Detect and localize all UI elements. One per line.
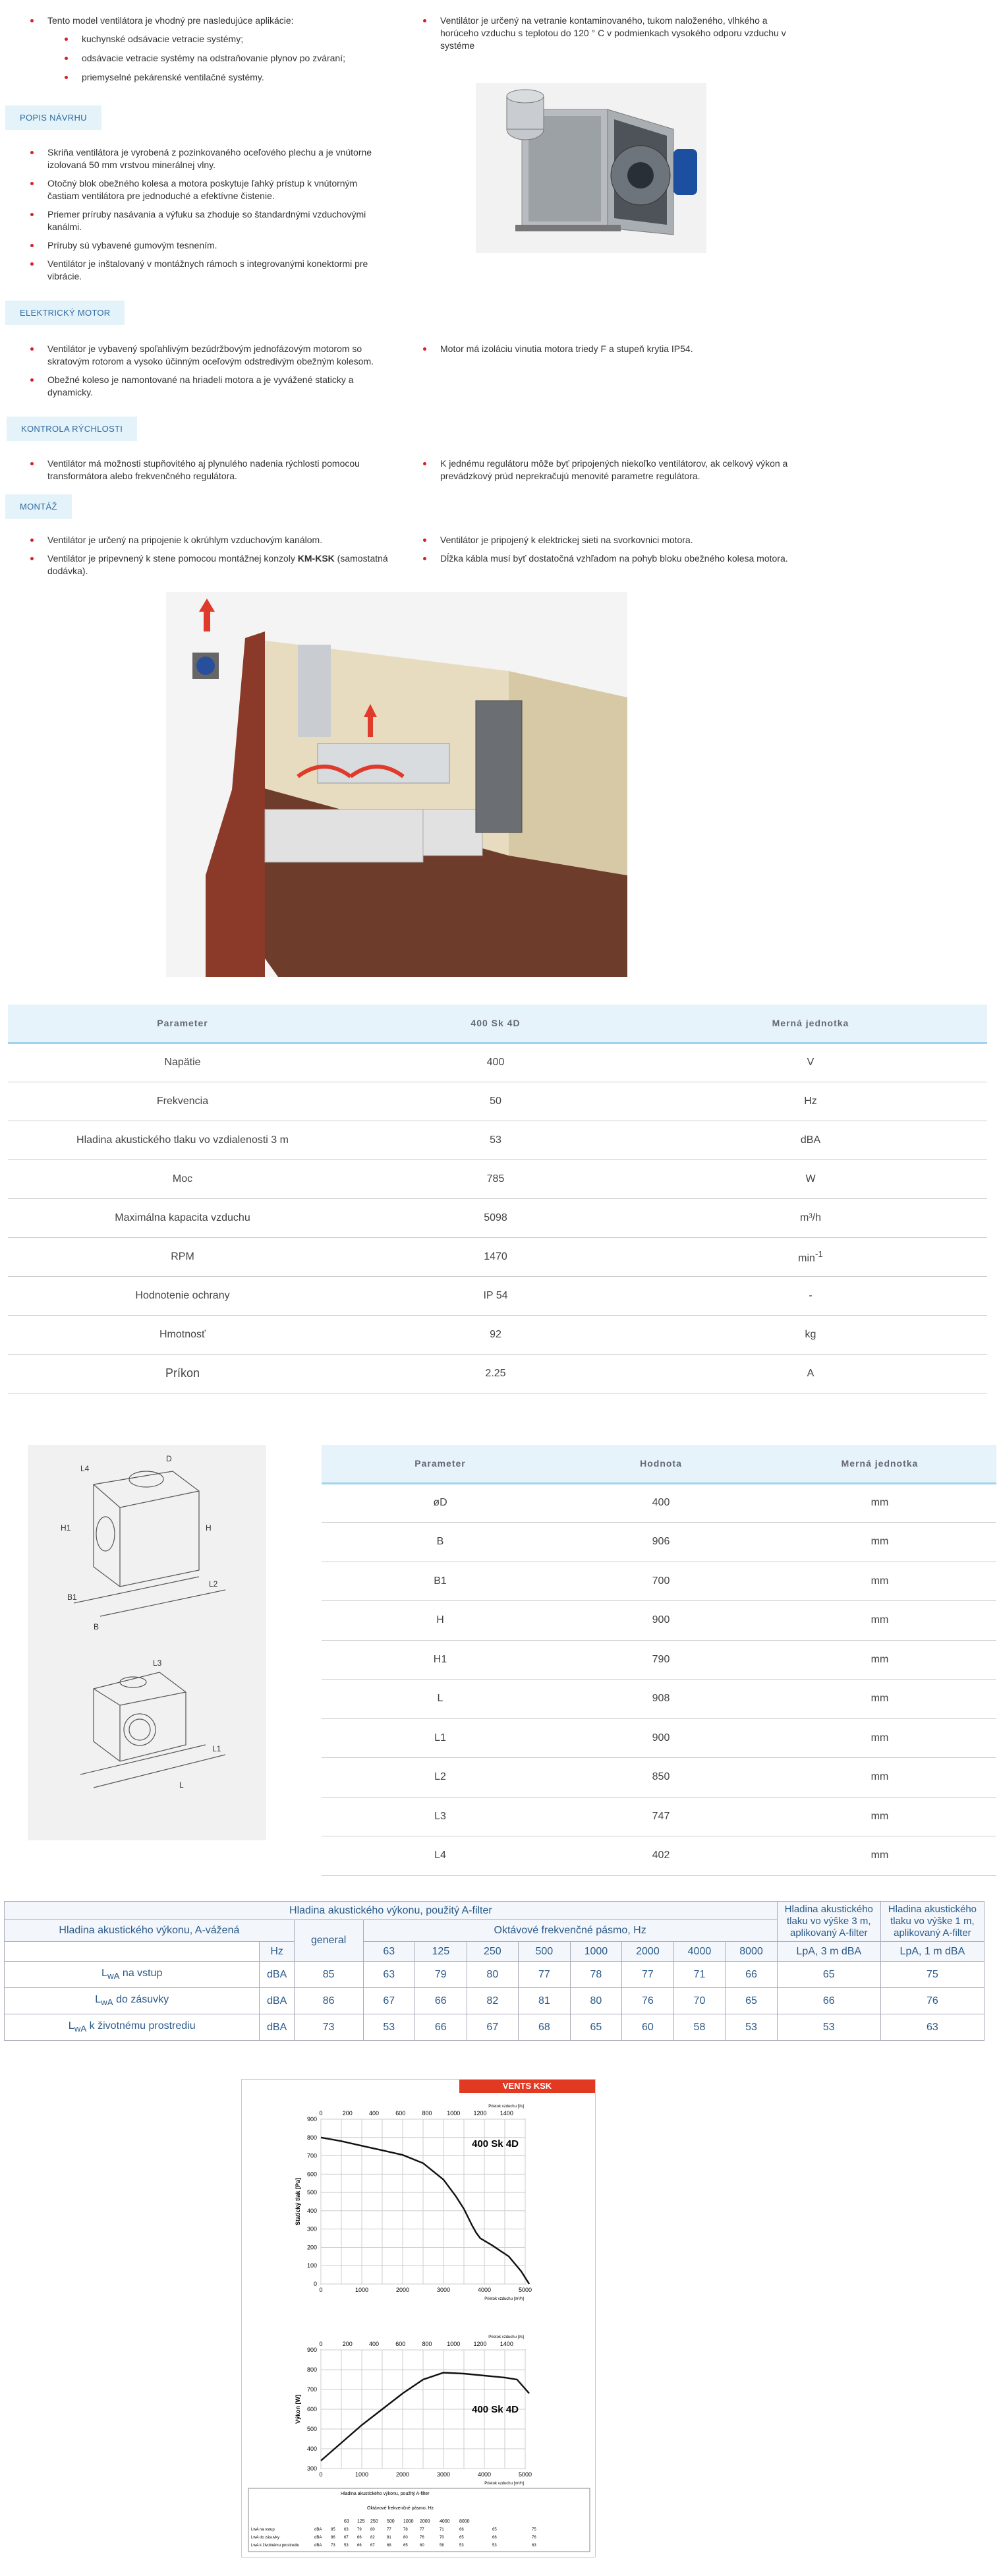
x-tick-label: 0 — [319, 2471, 323, 2478]
top-tick-label: 1400 — [500, 2110, 513, 2117]
mini-general: 73 — [331, 2544, 335, 2548]
dims-param: L4 — [322, 1836, 559, 1876]
design-list-item: Ventilátor je inštalovaný v montážnych rámoch s integrovanými konektormi pre vibrácie. — [30, 258, 386, 283]
mini-row-label: LwA do zásuvky — [251, 2536, 280, 2540]
mini-freq: 125 — [357, 2519, 365, 2524]
dims-value: 402 — [559, 1836, 763, 1876]
intro-col1 — [30, 15, 399, 90]
sound-band-value: 53 — [726, 2014, 778, 2041]
spec-value: 50 — [357, 1082, 634, 1121]
dim-label-l: L — [179, 1780, 184, 1790]
performance-chart-card — [241, 2079, 596, 2558]
sound-row-name: $L_{wA}$ k životnému prostrediu — [5, 2014, 260, 2041]
spec-unit: dBA — [634, 1121, 987, 1159]
y-tick-label: 800 — [306, 2134, 317, 2141]
performance-charts — [242, 2080, 596, 2558]
mini-band-value: 58 — [440, 2544, 444, 2548]
spec-unit: W — [634, 1159, 987, 1198]
sound-band-value: 79 — [415, 1962, 467, 1988]
dims-unit: mm — [763, 1601, 996, 1641]
spec-unit: A — [634, 1354, 987, 1393]
spec-row — [8, 1043, 987, 1082]
dims-value: 790 — [559, 1640, 763, 1680]
spec-row — [8, 1276, 987, 1315]
mini-band-value: 80 — [370, 2528, 375, 2532]
spec-row — [8, 1315, 987, 1354]
sound-general: general — [294, 1920, 363, 1962]
x-tick-label: 4000 — [477, 2287, 492, 2293]
sound-band-value: 78 — [570, 1962, 622, 1988]
spec-unit: V — [634, 1043, 987, 1082]
y-tick-label: 500 — [306, 2189, 317, 2196]
mini-lpa1: 76 — [532, 2536, 536, 2540]
dims-row — [322, 1483, 996, 1523]
sound-lpa-value: 66 — [777, 1988, 880, 2014]
section-motor-title: ELEKTRICKÝ MOTOR — [5, 301, 125, 325]
dims-value: 747 — [559, 1797, 763, 1836]
dims-row — [322, 1601, 996, 1641]
y-tick-label: 900 — [306, 2116, 317, 2122]
sound-general-value: 86 — [294, 1988, 363, 2014]
sound-band-value: 67 — [363, 1988, 415, 2014]
sound-band-value: 76 — [622, 1988, 674, 2014]
sound-freq-header: 250 — [467, 1942, 519, 1962]
top-tick-label: 0 — [319, 2110, 323, 2117]
sound-band-value: 68 — [519, 2014, 571, 2041]
sound-band-value: 71 — [673, 1962, 726, 1988]
x-tick-label: 2000 — [395, 2287, 410, 2293]
dims-header-unit: Merná jednotka — [763, 1445, 996, 1483]
mini-band-value: 77 — [387, 2528, 391, 2532]
dims-param: L3 — [322, 1797, 559, 1836]
top-tick-label: 1000 — [447, 2110, 461, 2117]
dims-row — [322, 1797, 996, 1836]
top-tick-label: 400 — [369, 2110, 380, 2117]
y-tick-label: 600 — [306, 2171, 317, 2178]
sound-band-value: 65 — [726, 1988, 778, 2014]
mini-band-value: 53 — [344, 2544, 349, 2548]
y-axis-label: Výkon [W] — [295, 2395, 301, 2424]
intro-application-item: kuchynské odsávacie vetracie systémy; — [65, 33, 399, 45]
design-list-item: Priemer príruby nasávania a výfuku sa zhoduje so štandardnými vzduchovými kanálmi. — [30, 208, 386, 233]
sound-band-value: 80 — [570, 1988, 622, 2014]
dims-value: 908 — [559, 1680, 763, 1719]
y-tick-label: 900 — [306, 2347, 317, 2353]
mount-list-item: Ventilátor je určený na pripojenie k okrúhlym vzduchovým kanálom. — [30, 534, 399, 546]
mini-row-label: LwA na vstup — [251, 2528, 275, 2532]
fan-product-image — [476, 83, 706, 253]
dims-param: øD — [322, 1483, 559, 1523]
spec-row — [8, 1198, 987, 1237]
sound-band-value: 65 — [570, 2014, 622, 2041]
mount-list-item: Ventilátor je pripojený k elektrickej sieti na svorkovnici motora. — [423, 534, 818, 546]
mini-band-title: Oktávové frekvenčné pásmo, Hz — [367, 2506, 434, 2511]
mini-band-value: 79 — [357, 2528, 362, 2532]
mini-band-value: 67 — [344, 2536, 349, 2540]
top-tick-label: 1200 — [473, 2341, 487, 2347]
dims-unit: mm — [763, 1523, 996, 1562]
top-tick-label: 1200 — [473, 2110, 487, 2117]
mini-unit: dBA — [314, 2544, 322, 2548]
mini-band-value: 66 — [459, 2528, 464, 2532]
sound-band-value: 66 — [726, 1962, 778, 1988]
mini-general: 85 — [331, 2528, 335, 2532]
spec-param: Hladina akustického tlaku vo vzdialenosti 3 m — [8, 1121, 357, 1159]
sound-band-value: 66 — [415, 2014, 467, 2041]
mini-band-value: 68 — [387, 2544, 391, 2548]
sound-band-value: 67 — [467, 2014, 519, 2041]
dim-label-l4: L4 — [80, 1464, 90, 1473]
spec-unit: - — [634, 1276, 987, 1315]
mini-freq: 63 — [344, 2519, 349, 2524]
x-tick-label: 1000 — [355, 2287, 369, 2293]
sound-freq-header: 500 — [519, 1942, 571, 1962]
spec-param: RPM — [8, 1237, 357, 1276]
x2-axis-label: Prietok vzduchu [l/s] — [488, 2335, 524, 2339]
mini-lpa1: 63 — [532, 2544, 536, 2548]
intro-application-item: priemyselné pekárenské ventilačné systémy. — [65, 71, 399, 84]
sound-row — [5, 1988, 985, 2014]
top-tick-label: 1400 — [500, 2341, 513, 2347]
spec-unit: $\min^{-1}$ — [634, 1237, 987, 1276]
y-tick-label: 400 — [306, 2445, 317, 2452]
intro-col2 — [423, 15, 792, 58]
spec-value: 53 — [357, 1121, 634, 1159]
spec-row — [8, 1237, 987, 1276]
dims-param: H — [322, 1601, 559, 1641]
x-tick-label: 5000 — [518, 2287, 532, 2293]
dims-unit: mm — [763, 1483, 996, 1523]
mini-freq: 500 — [387, 2519, 395, 2524]
dims-param: L2 — [322, 1758, 559, 1798]
top-tick-label: 600 — [395, 2341, 406, 2347]
dims-unit: mm — [763, 1718, 996, 1758]
dim-label-l1: L1 — [212, 1744, 221, 1753]
sound-unit: dBA — [260, 1962, 294, 1988]
y-tick-label: 700 — [306, 2152, 317, 2159]
spec-value: IP 54 — [357, 1276, 634, 1315]
dims-unit: mm — [763, 1836, 996, 1876]
sound-band-value: 60 — [622, 2014, 674, 2041]
section-mount-title: MONTÁŽ — [5, 494, 72, 519]
sound-band-value: 81 — [519, 1988, 571, 2014]
mini-band-value: 70 — [440, 2536, 444, 2540]
sound-row-name: $L_{wA}$ do zásuvky — [5, 1988, 260, 2014]
motor-col2 — [423, 343, 792, 361]
sound-row-label: Hladina akustického výkonu, A-vážená — [5, 1920, 295, 1942]
dims-header-parameter: Parameter — [322, 1445, 559, 1483]
mini-band-value: 76 — [420, 2536, 424, 2540]
sound-general-value: 85 — [294, 1962, 363, 1988]
sound-band-value: 77 — [519, 1962, 571, 1988]
intro-lead: Tento model ventilátora je vhodný pre nasledujúce aplikácie: — [30, 15, 399, 27]
sound-band-value: 63 — [363, 1962, 415, 1988]
top-tick-label: 200 — [342, 2341, 353, 2347]
dims-row — [322, 1523, 996, 1562]
dims-unit: mm — [763, 1758, 996, 1798]
brand-label: VENTS KSK — [459, 2080, 595, 2093]
sound-col-1m: Hladina akustického tlaku vo výške 1 m, aplikovaný A-filter — [880, 1902, 984, 1942]
mini-band-value: 65 — [403, 2544, 408, 2548]
dim-label-d: D — [166, 1454, 172, 1463]
x-tick-label: 4000 — [477, 2471, 492, 2478]
top-tick-label: 1000 — [447, 2341, 461, 2347]
sound-freq-header: 8000 — [726, 1942, 778, 1962]
mini-lpa3: 65 — [492, 2528, 497, 2532]
x-axis-label: Prietok vzduchu [m³/h] — [484, 2297, 524, 2301]
spec-param: Príkon — [8, 1354, 357, 1393]
spec-param: Moc — [8, 1159, 357, 1198]
section-speed-title: KONTROLA RÝCHLOSTI — [7, 417, 137, 441]
dims-header-value: Hodnota — [559, 1445, 763, 1483]
dimension-drawing — [28, 1445, 266, 1840]
dims-param: H1 — [322, 1640, 559, 1680]
mount-col1 — [30, 534, 399, 583]
sound-lpa-value: 53 — [777, 2014, 880, 2041]
y-axis-label: Statický tlak [Pa] — [295, 2177, 301, 2226]
mini-band-value: 63 — [344, 2528, 349, 2532]
y-tick-label: 200 — [306, 2244, 317, 2251]
sound-general-value: 73 — [294, 2014, 363, 2041]
sound-lpa-value: 76 — [880, 1988, 984, 2014]
spec-unit: Hz — [634, 1082, 987, 1121]
mini-unit: dBA — [314, 2536, 322, 2540]
mini-general: 86 — [331, 2536, 335, 2540]
dims-value: 700 — [559, 1562, 763, 1601]
mini-freq: 1000 — [403, 2519, 414, 2524]
spec-value: 1470 — [357, 1237, 634, 1276]
mini-band-value: 78 — [403, 2528, 408, 2532]
top-tick-label: 200 — [342, 2110, 353, 2117]
rpm-exponent: -1 — [814, 1248, 823, 1259]
dims-value: 900 — [559, 1718, 763, 1758]
mini-lpa3: 66 — [492, 2536, 497, 2540]
sound-row — [5, 1962, 985, 1988]
spec-param: Maximálna kapacita vzduchu — [8, 1198, 357, 1237]
dims-row — [322, 1718, 996, 1758]
speed-col2 — [423, 457, 805, 488]
mount-col2 — [423, 534, 818, 571]
sound-freq-header: 2000 — [622, 1942, 674, 1962]
sound-table — [4, 1901, 985, 2041]
top-tick-label: 400 — [369, 2341, 380, 2347]
sound-band-value: 80 — [467, 1962, 519, 1988]
mini-band-value: 71 — [440, 2528, 444, 2532]
spec-param: Napätie — [8, 1043, 357, 1082]
dims-value: 850 — [559, 1758, 763, 1798]
speed-col1 — [30, 457, 386, 488]
spec-header-unit: Merná jednotka — [634, 1005, 987, 1043]
section-design-title: POPIS NÁVRHU — [5, 105, 101, 130]
dims-row — [322, 1758, 996, 1798]
mini-unit: dBA — [314, 2528, 322, 2532]
intro-text: Ventilátor je určený na vetranie kontaminovaného, tukom naloženého, vlhkého a horúceho vzduchu s teplotou do 120 ° C v podmienkach vysokého odporu vzduchu v systéme — [423, 15, 792, 52]
mini-band-value: 77 — [420, 2528, 424, 2532]
y-tick-label: 400 — [306, 2207, 317, 2214]
y-tick-label: 500 — [306, 2426, 317, 2432]
y-tick-label: 300 — [306, 2465, 317, 2472]
top-tick-label: 800 — [422, 2110, 432, 2117]
sound-blank — [5, 1942, 260, 1962]
x2-axis-label: Prietok vzduchu [l/s] — [488, 2105, 524, 2109]
sound-band-value: 53 — [363, 2014, 415, 2041]
x-tick-label: 2000 — [395, 2471, 410, 2478]
dims-param: B — [322, 1523, 559, 1562]
dim-label-h1: H1 — [61, 1523, 71, 1533]
mini-freq: 8000 — [459, 2519, 470, 2524]
spec-unit: kg — [634, 1315, 987, 1354]
dims-value: 900 — [559, 1601, 763, 1641]
sound-band-value: 77 — [622, 1962, 674, 1988]
motor-col1 — [30, 343, 386, 405]
mini-freq: 4000 — [440, 2519, 450, 2524]
dims-unit: mm — [763, 1680, 996, 1719]
dim-label-h: H — [206, 1523, 212, 1533]
sound-band-value: 66 — [415, 1988, 467, 2014]
design-list-item: Otočný blok obežného kolesa a motora poskytuje ľahký prístup k vnútorným častiam ventilátora pre jednoduché a efektívne čistenie. — [30, 177, 386, 202]
top-tick-label: 0 — [319, 2341, 323, 2347]
dim-label-l3: L3 — [153, 1658, 162, 1668]
dims-param: L1 — [322, 1718, 559, 1758]
spec-value: 2.25 — [357, 1354, 634, 1393]
series-model-label: 400 Sk 4D — [472, 2404, 519, 2415]
y-tick-label: 700 — [306, 2386, 317, 2393]
dims-row — [322, 1680, 996, 1719]
sound-lpa-value: 75 — [880, 1962, 984, 1988]
sound-freq-header: 4000 — [673, 1942, 726, 1962]
spec-param: Hodnotenie ochrany — [8, 1276, 357, 1315]
dim-label-b: B — [94, 1622, 100, 1631]
sound-title: Hladina akustického výkonu, použitý A-filter — [5, 1902, 778, 1920]
mini-band-value: 81 — [387, 2536, 391, 2540]
mini-band-value: 66 — [357, 2544, 362, 2548]
mini-sound-title: Hladina akustického výkonu, použitý A-filter — [341, 2492, 430, 2496]
dims-unit: mm — [763, 1562, 996, 1601]
design-list-item: Príruby sú vybavené gumovým tesnením. — [30, 239, 386, 252]
design-list-item: Skriňa ventilátora je vyrobená z pozinkovaného oceľového plechu a je vnútorne izolovaná 50 mm vrstvou minerálnej vlny. — [30, 146, 386, 171]
motor-list-item: Obežné koleso je namontované na hriadeli motora a je vyvážené staticky a dynamicky. — [30, 374, 386, 399]
sound-lpa-value: 63 — [880, 2014, 984, 2041]
top-tick-label: 800 — [422, 2341, 432, 2347]
sound-hz: Hz — [260, 1942, 294, 1962]
mini-sound-table — [248, 2488, 590, 2552]
mount-list-item: Dĺžka kábla musí byť dostatočná vzhľadom na pohyb bloku obežného kolesa motora. — [423, 552, 818, 565]
series-model-label: 400 Sk 4D — [472, 2138, 519, 2150]
mini-band-value: 65 — [459, 2536, 464, 2540]
motor-list-item: Ventilátor je vybavený spoľahlivým bezúdržbovým jednofázovým motorom so skratovým rotorom a vysoko účinným oceľovým odstredivým obežným kolesom. — [30, 343, 386, 368]
sound-freq-header: 125 — [415, 1942, 467, 1962]
sound-band-value: 58 — [673, 2014, 726, 2041]
dims-row — [322, 1640, 996, 1680]
mini-band-value: 67 — [370, 2544, 375, 2548]
dims-value: 906 — [559, 1523, 763, 1562]
mini-band-value: 80 — [403, 2536, 408, 2540]
spec-value: 400 — [357, 1043, 634, 1082]
spec-unit: m³/h — [634, 1198, 987, 1237]
dims-param: B1 — [322, 1562, 559, 1601]
spec-row — [8, 1159, 987, 1198]
mini-band-value: 66 — [357, 2536, 362, 2540]
x-tick-label: 3000 — [436, 2287, 451, 2293]
x-axis-label: Prietok vzduchu [m³/h] — [484, 2482, 524, 2486]
spec-table — [8, 1005, 987, 1393]
intro-application-item: odsávacie vetracie systémy na odstraňovanie plynov po zváraní; — [65, 52, 399, 65]
x-tick-label: 0 — [319, 2287, 323, 2293]
spec-param: Frekvencia — [8, 1082, 357, 1121]
dims-unit: mm — [763, 1640, 996, 1680]
sound-unit: dBA — [260, 1988, 294, 2014]
spec-value: 5098 — [357, 1198, 634, 1237]
mini-freq: 250 — [370, 2519, 378, 2524]
dims-unit: mm — [763, 1797, 996, 1836]
mini-row-label: LwA k životnému prostrediu — [251, 2544, 300, 2548]
spec-param: Hmotnosť — [8, 1315, 357, 1354]
sound-lpa1: LpA, 1 m dBA — [880, 1942, 984, 1962]
speed-list-item: Ventilátor má možnosti stupňovitého aj plynulého nadenia rýchlosti pomocou transformátora alebo frekvenčného regulátora. — [30, 457, 386, 483]
sound-lpa-value: 65 — [777, 1962, 880, 1988]
spec-row — [8, 1354, 987, 1393]
spec-header-parameter: Parameter — [8, 1005, 357, 1043]
top-tick-label: 600 — [395, 2110, 406, 2117]
sound-unit: dBA — [260, 2014, 294, 2041]
dims-row — [322, 1836, 996, 1876]
y-tick-label: 600 — [306, 2406, 317, 2413]
y-tick-label: 300 — [306, 2225, 317, 2233]
dims-param: L — [322, 1680, 559, 1719]
sound-band-title: Oktávové frekvenčné pásmo, Hz — [363, 1920, 777, 1942]
y-tick-label: 100 — [306, 2262, 317, 2269]
dims-row — [322, 1562, 996, 1601]
mini-lpa3: 53 — [492, 2544, 497, 2548]
design-list-wrap — [30, 146, 386, 289]
spec-row — [8, 1121, 987, 1159]
sound-lpa3: LpA, 3 m dBA — [777, 1942, 880, 1962]
dim-label-b1: B1 — [67, 1593, 77, 1602]
x-tick-label: 3000 — [436, 2471, 451, 2478]
dims-table — [322, 1445, 996, 1876]
mini-lpa1: 75 — [532, 2528, 536, 2532]
dims-value: 400 — [559, 1483, 763, 1523]
x-tick-label: 5000 — [518, 2471, 532, 2478]
sound-band-value: 82 — [467, 1988, 519, 2014]
sound-freq-header: 1000 — [570, 1942, 622, 1962]
speed-list-item: K jednému regulátoru môže byť pripojených niekoľko ventilátorov, ak celkový výkon a prevádzkový prúd neprekračujú menovité parametre regulátora. — [423, 457, 805, 483]
mount-bracket-item: Ventilátor je pripevnený k stene pomocou montážnej konzoly KM-KSK (samostatná dodávka). — [30, 552, 399, 577]
sound-col-3m: Hladina akustického tlaku vo výške 3 m, aplikovaný A-filter — [777, 1902, 880, 1942]
spec-value: 92 — [357, 1315, 634, 1354]
mini-band-value: 82 — [370, 2536, 375, 2540]
mini-band-value: 60 — [420, 2544, 424, 2548]
sound-row — [5, 2014, 985, 2041]
y-tick-label: 0 — [313, 2281, 317, 2287]
x-tick-label: 1000 — [355, 2471, 369, 2478]
sound-freq-header: 63 — [363, 1942, 415, 1962]
spec-value: 785 — [357, 1159, 634, 1198]
sound-row-name: $L_{wA}$ na vstup — [5, 1962, 260, 1988]
spec-row — [8, 1082, 987, 1121]
motor-list-item: Motor má izoláciu vinutia motora triedy F a stupeň krytia IP54. — [423, 343, 792, 355]
mini-freq: 2000 — [420, 2519, 430, 2524]
dim-label-l2: L2 — [209, 1579, 218, 1589]
mini-band-value: 53 — [459, 2544, 464, 2548]
sound-band-value: 70 — [673, 1988, 726, 2014]
kitchen-installation-image — [166, 592, 627, 977]
spec-header-model: 400 Sk 4D — [357, 1005, 634, 1043]
y-tick-label: 800 — [306, 2366, 317, 2373]
